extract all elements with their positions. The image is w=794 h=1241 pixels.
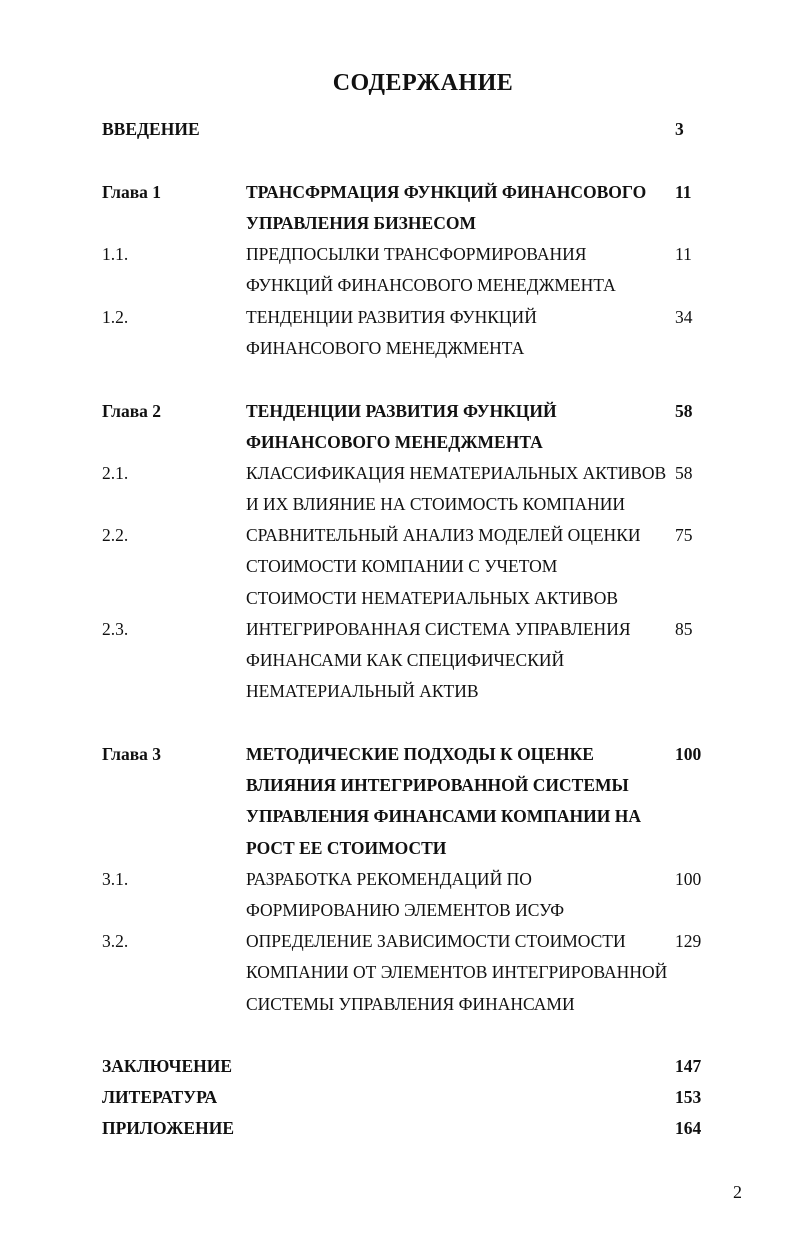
toc-section-3-2 — [0, 926, 794, 957]
chapter-title-line: ТРАНСФРМАЦИЯ ФУНКЦИЙ ФИНАНСОВОГО — [246, 182, 647, 202]
chapter-title-line: ФИНАНСОВОГО МЕНЕДЖМЕНТА — [246, 432, 543, 452]
section-number: 2.2. — [102, 525, 129, 545]
toc-section-2-2 — [0, 520, 794, 551]
toc-entry-appendix — [0, 1113, 794, 1144]
section-title-line: ФОРМИРОВАНИЮ ЭЛЕМЕНТОВ ИСУФ — [246, 900, 565, 920]
section-title-line: ФИНАНСОВОГО МЕНЕДЖМЕНТА — [246, 338, 525, 358]
toc-chapter-1 — [0, 177, 794, 208]
section-number: 1.1. — [102, 244, 129, 264]
section-title-line: НЕМАТЕРИАЛЬНЫЙ АКТИВ — [246, 681, 479, 701]
section-number: 2.3. — [102, 619, 129, 639]
section-title-line: СТОИМОСТИ КОМПАНИИ С УЧЕТОМ — [246, 556, 558, 576]
section-title-line: ФИНАНСАМИ КАК СПЕЦИФИЧЕСКИЙ — [246, 650, 565, 670]
chapter-label: Глава 3 — [102, 744, 162, 764]
toc-chapter-3 — [0, 739, 794, 770]
toc-label: ПРИЛОЖЕНИЕ — [102, 1118, 235, 1138]
toc-page: 75 — [675, 525, 693, 545]
section-number: 2.1. — [102, 463, 129, 483]
toc-page: 147 — [675, 1056, 702, 1076]
toc-page: 34 — [675, 307, 693, 327]
toc-section-2-1 — [0, 458, 794, 489]
toc-page: 100 — [675, 869, 702, 889]
section-title-line: СРАВНИТЕЛЬНЫЙ АНАЛИЗ МОДЕЛЕЙ ОЦЕНКИ — [246, 525, 641, 545]
toc-line — [0, 895, 794, 926]
toc-label: ЛИТЕРАТУРА — [102, 1087, 218, 1107]
page-number: 2 — [733, 1182, 742, 1202]
page-title: СОДЕРЖАНИЕ — [332, 70, 514, 96]
toc-line — [0, 989, 794, 1020]
toc-line — [0, 489, 794, 520]
section-title-line: ОПРЕДЕЛЕНИЕ ЗАВИСИМОСТИ СТОИМОСТИ — [246, 931, 626, 951]
chapter-title-line: УПРАВЛЕНИЯ ФИНАНСАМИ КОМПАНИИ НА — [246, 806, 642, 826]
toc-line — [0, 583, 794, 614]
toc-line — [0, 833, 794, 864]
chapter-title-line: ВЛИЯНИЯ ИНТЕГРИРОВАННОЙ СИСТЕМЫ — [246, 775, 629, 795]
toc-line — [0, 645, 794, 676]
section-title-line: ФУНКЦИЙ ФИНАНСОВОГО МЕНЕДЖМЕНТА — [246, 275, 616, 295]
section-number: 3.2. — [102, 931, 129, 951]
section-title-line: ИНТЕГРИРОВАННАЯ СИСТЕМА УПРАВЛЕНИЯ — [246, 619, 631, 639]
chapter-title-line: МЕТОДИЧЕСКИЕ ПОДХОДЫ К ОЦЕНКЕ — [246, 744, 594, 764]
toc-page: 3 — [675, 119, 684, 139]
toc-entry-conclusion — [0, 1051, 794, 1082]
section-title-line: РАЗРАБОТКА РЕКОМЕНДАЦИЙ ПО — [246, 869, 532, 889]
section-title-line: КОМПАНИИ ОТ ЭЛЕМЕНТОВ ИНТЕГРИРОВАННОЙ — [246, 962, 668, 982]
toc-line — [0, 333, 794, 364]
toc-entry-intro — [0, 114, 794, 145]
toc-label: ЗАКЛЮЧЕНИЕ — [102, 1056, 233, 1076]
section-title-line: И ИХ ВЛИЯНИЕ НА СТОИМОСТЬ КОМПАНИИ — [246, 494, 626, 514]
section-number: 3.1. — [102, 869, 129, 889]
toc-line — [0, 427, 794, 458]
toc-page: 11 — [675, 244, 692, 264]
toc-entry-literature — [0, 1082, 794, 1113]
toc-page: 164 — [675, 1118, 702, 1138]
section-title-line: ПРЕДПОСЫЛКИ ТРАНСФОРМИРОВАНИЯ — [246, 244, 587, 264]
toc-chapter-2 — [0, 396, 794, 427]
toc-page: 100 — [675, 744, 702, 764]
chapter-title-line: ТЕНДЕНЦИИ РАЗВИТИЯ ФУНКЦИЙ — [246, 401, 557, 421]
toc-section-2-3 — [0, 614, 794, 645]
toc-line — [0, 270, 794, 301]
section-title-line: КЛАССИФИКАЦИЯ НЕМАТЕРИАЛЬНЫХ АКТИВОВ — [246, 463, 667, 483]
toc-label: ВВЕДЕНИЕ — [102, 119, 200, 139]
toc-line — [0, 801, 794, 832]
toc-section-1-1 — [0, 239, 794, 270]
toc-page: 58 — [675, 401, 693, 421]
toc-line — [0, 770, 794, 801]
toc-line — [0, 208, 794, 239]
toc-section-3-1 — [0, 864, 794, 895]
toc-page: 85 — [675, 619, 693, 639]
chapter-label: Глава 2 — [102, 401, 162, 421]
toc-page: 153 — [675, 1087, 702, 1107]
toc-page: 11 — [675, 182, 692, 202]
toc-line — [0, 957, 794, 988]
toc-page: 129 — [675, 931, 702, 951]
chapter-title-line: УПРАВЛЕНИЯ БИЗНЕСОМ — [246, 213, 476, 233]
toc-section-1-2 — [0, 302, 794, 333]
section-number: 1.2. — [102, 307, 129, 327]
chapter-title-line: РОСТ ЕЕ СТОИМОСТИ — [246, 838, 447, 858]
toc-page: 58 — [675, 463, 693, 483]
section-title-line: ТЕНДЕНЦИИ РАЗВИТИЯ ФУНКЦИЙ — [246, 307, 537, 327]
toc-line — [0, 551, 794, 582]
section-title-line: СТОИМОСТИ НЕМАТЕРИАЛЬНЫХ АКТИВОВ — [246, 588, 619, 608]
toc-line — [0, 676, 794, 707]
chapter-label: Глава 1 — [102, 182, 162, 202]
section-title-line: СИСТЕМЫ УПРАВЛЕНИЯ ФИНАНСАМИ — [246, 994, 575, 1014]
